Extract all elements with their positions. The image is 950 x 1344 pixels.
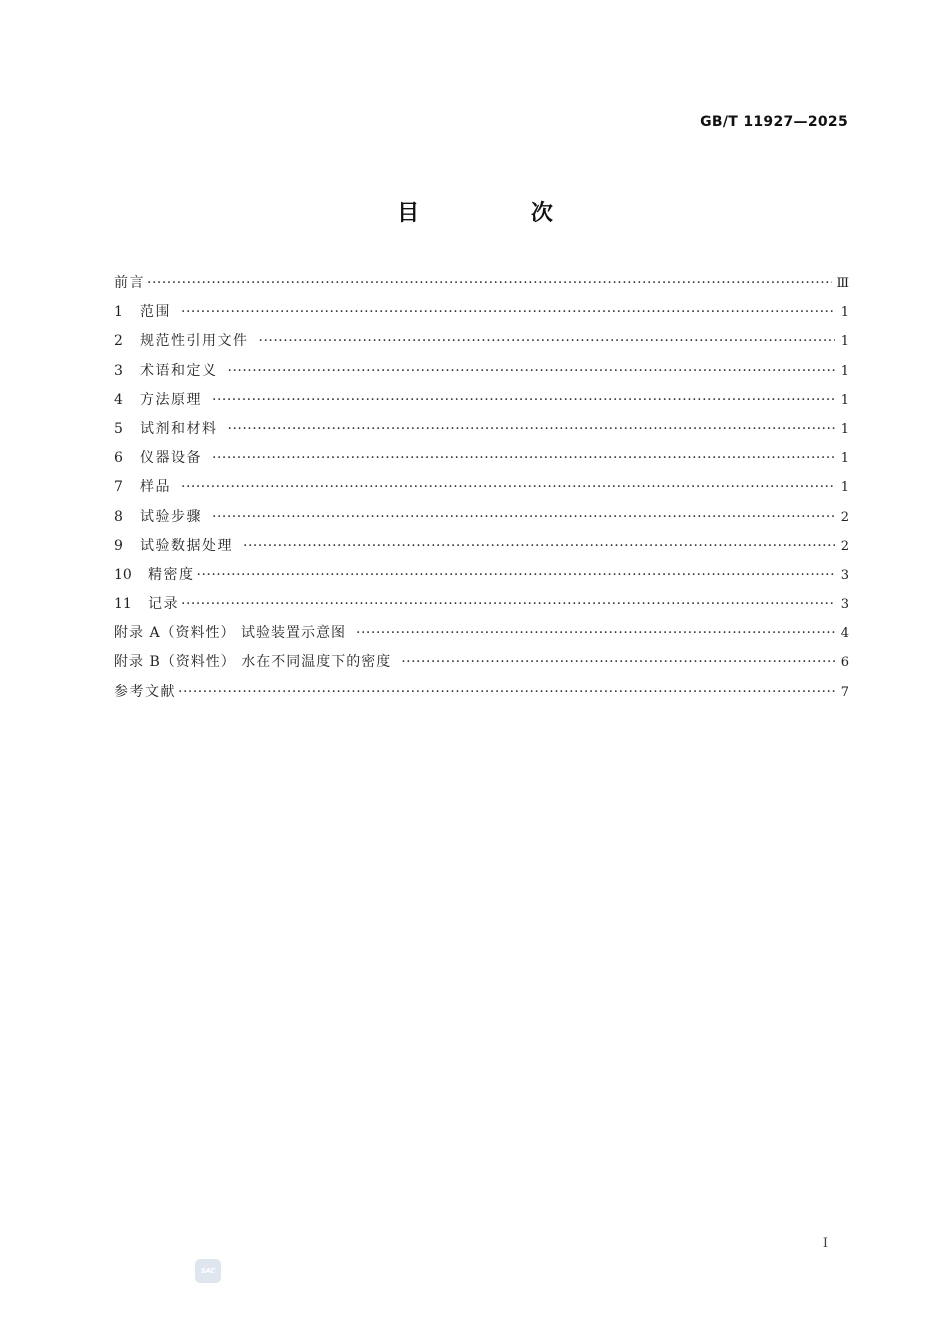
- toc-entry-records[interactable]: [114, 590, 849, 619]
- toc-entry-label: 附录 B（资料性） 水在不同温度下的密度: [114, 654, 392, 671]
- toc-entry-label: 试验步骤: [140, 508, 202, 525]
- toc-entry-label: 附录 A（资料性） 试验装置示意图: [114, 625, 347, 642]
- toc-entry-data-processing[interactable]: [114, 532, 849, 561]
- table-of-contents: [114, 269, 849, 707]
- toc-entry-principle[interactable]: [114, 386, 849, 415]
- toc-entry-page: 1: [840, 392, 849, 408]
- toc-title: 目 次: [397, 201, 605, 226]
- toc-entry-scope[interactable]: [114, 298, 849, 327]
- toc-leader-dots: [243, 532, 835, 561]
- logo-text: SAC: [200, 1267, 216, 1275]
- page-number: Ⅰ: [822, 1236, 828, 1251]
- toc-entry-label: 记录: [148, 596, 179, 613]
- sac-logo-icon: [195, 1259, 221, 1283]
- toc-entry-number: 7: [114, 479, 123, 496]
- toc-entry-page: 4: [840, 626, 849, 642]
- toc-entry-page: 1: [840, 363, 849, 379]
- toc-leader-dots: [212, 386, 835, 415]
- toc-entry-number: 3: [114, 362, 123, 379]
- toc-entry-normative-references[interactable]: [114, 327, 849, 356]
- toc-entry-page: 1: [840, 305, 849, 321]
- toc-entry-sample[interactable]: [114, 473, 849, 502]
- toc-entry-page: 7: [840, 684, 849, 700]
- toc-entry-label: 范围: [140, 304, 171, 321]
- toc-entry-number: 1: [114, 304, 123, 321]
- toc-entry-annex-b[interactable]: [114, 648, 849, 677]
- toc-leader-dots: [228, 357, 836, 386]
- toc-entry-reagents[interactable]: [114, 415, 849, 444]
- toc-leader-dots: [181, 590, 835, 619]
- toc-entry-number: 8: [114, 508, 123, 525]
- toc-leader-dots: [212, 503, 835, 532]
- toc-leader-dots: [197, 561, 836, 590]
- toc-leader-dots: [212, 444, 835, 473]
- toc-entry-number: 10: [114, 566, 132, 583]
- toc-leader-dots: [181, 298, 835, 327]
- toc-leader-dots: [228, 415, 836, 444]
- toc-entry-label: 试验数据处理: [140, 537, 233, 554]
- toc-leader-dots: [356, 619, 835, 648]
- toc-entry-page: 3: [840, 567, 849, 583]
- toc-entry-terms[interactable]: [114, 357, 849, 386]
- toc-entry-number: 2: [114, 333, 123, 350]
- toc-entry-page: 1: [840, 451, 849, 467]
- toc-entry-page: Ⅲ: [836, 276, 849, 291]
- toc-entry-label: 参考文献: [114, 683, 176, 700]
- toc-entry-page: 1: [840, 421, 849, 437]
- toc-entry-foreword[interactable]: [114, 269, 849, 298]
- toc-entry-annex-a[interactable]: [114, 619, 849, 648]
- toc-entry-number: 6: [114, 450, 123, 467]
- toc-entry-precision[interactable]: [114, 561, 849, 590]
- toc-entry-label: 试剂和材料: [140, 420, 218, 437]
- toc-entry-label: 样品: [140, 479, 171, 496]
- toc-entry-number: 5: [114, 420, 123, 437]
- toc-entry-apparatus[interactable]: [114, 444, 849, 473]
- toc-entry-number: 11: [114, 596, 132, 613]
- toc-entry-page: 2: [840, 538, 849, 554]
- toc-entry-label: 精密度: [148, 566, 195, 583]
- standard-code: GB/T 11927—2025: [700, 114, 848, 130]
- toc-leader-dots: [259, 327, 836, 356]
- toc-entry-label: 术语和定义: [140, 362, 218, 379]
- toc-leader-dots: [147, 269, 832, 298]
- toc-leader-dots: [181, 473, 835, 502]
- toc-entry-procedure[interactable]: [114, 503, 849, 532]
- toc-entry-label: 规范性引用文件: [140, 333, 249, 350]
- toc-entry-page: 2: [840, 509, 849, 525]
- toc-entry-page: 3: [840, 597, 849, 613]
- toc-entry-bibliography[interactable]: [114, 678, 849, 707]
- toc-entry-label: 仪器设备: [140, 450, 202, 467]
- toc-entry-page: 6: [840, 655, 849, 671]
- toc-entry-label: 方法原理: [140, 391, 202, 408]
- toc-entry-number: 4: [114, 391, 123, 408]
- toc-entry-page: 1: [840, 480, 849, 496]
- toc-leader-dots: [401, 648, 835, 677]
- toc-entry-page: 1: [840, 334, 849, 350]
- toc-leader-dots: [178, 678, 835, 707]
- toc-entry-label: 前言: [114, 275, 145, 291]
- toc-entry-number: 9: [114, 537, 123, 554]
